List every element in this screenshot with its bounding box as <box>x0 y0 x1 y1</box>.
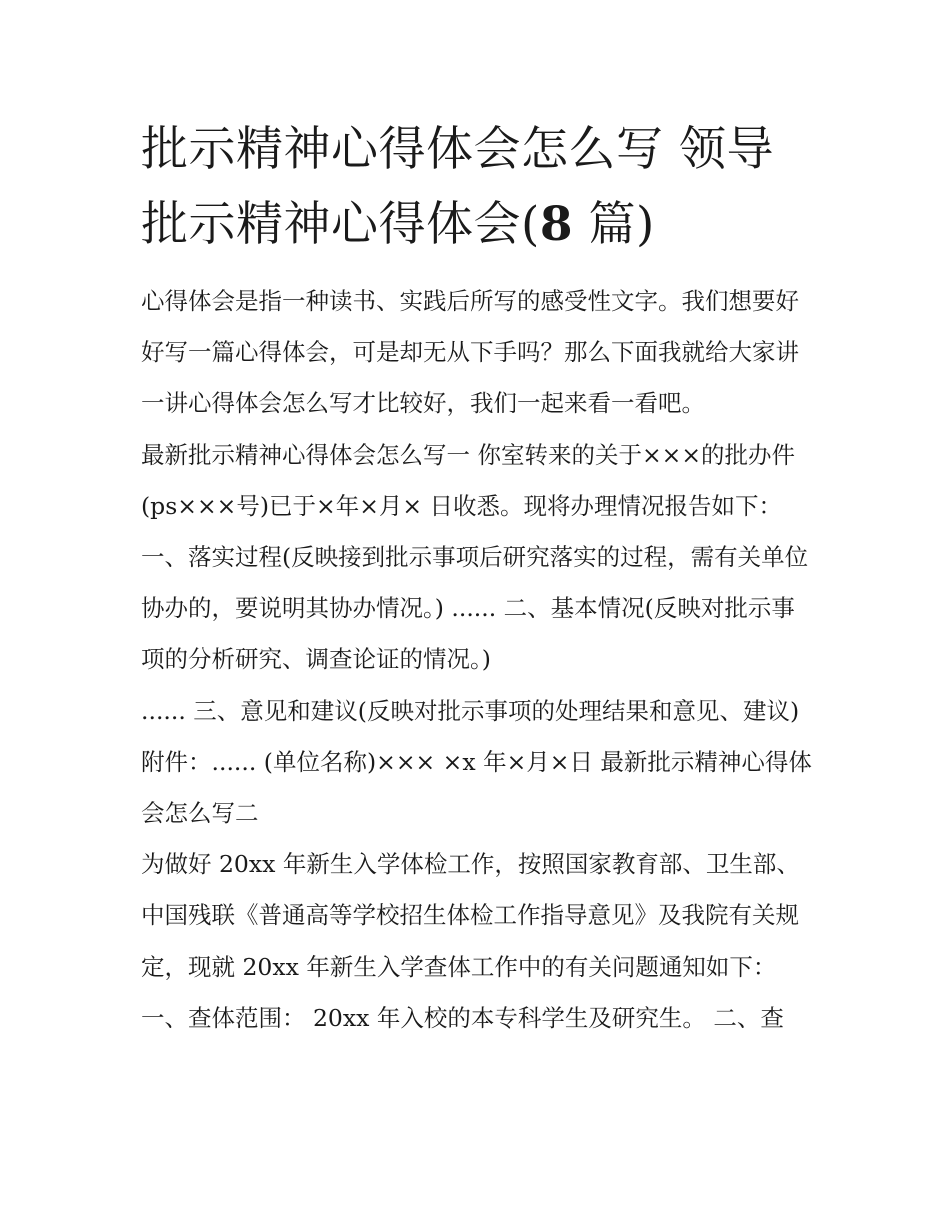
report-paragraph: 最新批示精神心得体会怎么写一 你室转来的关于×××的批办件(ps×××号)已于×年×月× 日收悉。现将办理情况报告如下： <box>141 440 796 520</box>
document-title <box>141 112 816 262</box>
intro-paragraph: 心得体会是指一种读书、实践后所写的感受性文字。我们想要好好写一篇心得体会，可是却无从下手吗？那么下面我就给大家讲一讲心得体会怎么写才比较好，我们一起来看一看吧。 <box>141 287 799 418</box>
title-number: 8 <box>539 197 574 252</box>
title-text: 批示精神心得体会怎么写 领导批示精神心得体会( <box>141 122 774 252</box>
title-suffix: 篇) <box>573 197 655 252</box>
suggestion-paragraph: ...... 三、意见和建议(反映对批示事项的处理结果和意见、建议) 附件：...... (单位名称)××× ×x 年×月×日 最新批示精神心得体会怎么写二 <box>141 696 812 828</box>
scope-paragraph: 一、查体范围： 20xx 年入校的本专科学生及研究生。 二、查 <box>141 1003 784 1032</box>
notice-paragraph: 为做好 20xx 年新生入学体检工作，按照国家教育部、卫生部、中国残联《普通高等学校招生体检工作指导意见》及我院有关规定，现就 20xx 年新生入学查体工作中的有关问题通知如下： <box>141 850 800 981</box>
process-paragraph: 一、落实过程(反映接到批示事项后研究落实的过程，需有关单位协办的，要说明其协办情况。) ...... 二、基本情况(反映对批示事项的分析研究、调查论证的情况。) <box>141 543 809 674</box>
document-page <box>141 112 816 1044</box>
document-body <box>141 276 816 1044</box>
